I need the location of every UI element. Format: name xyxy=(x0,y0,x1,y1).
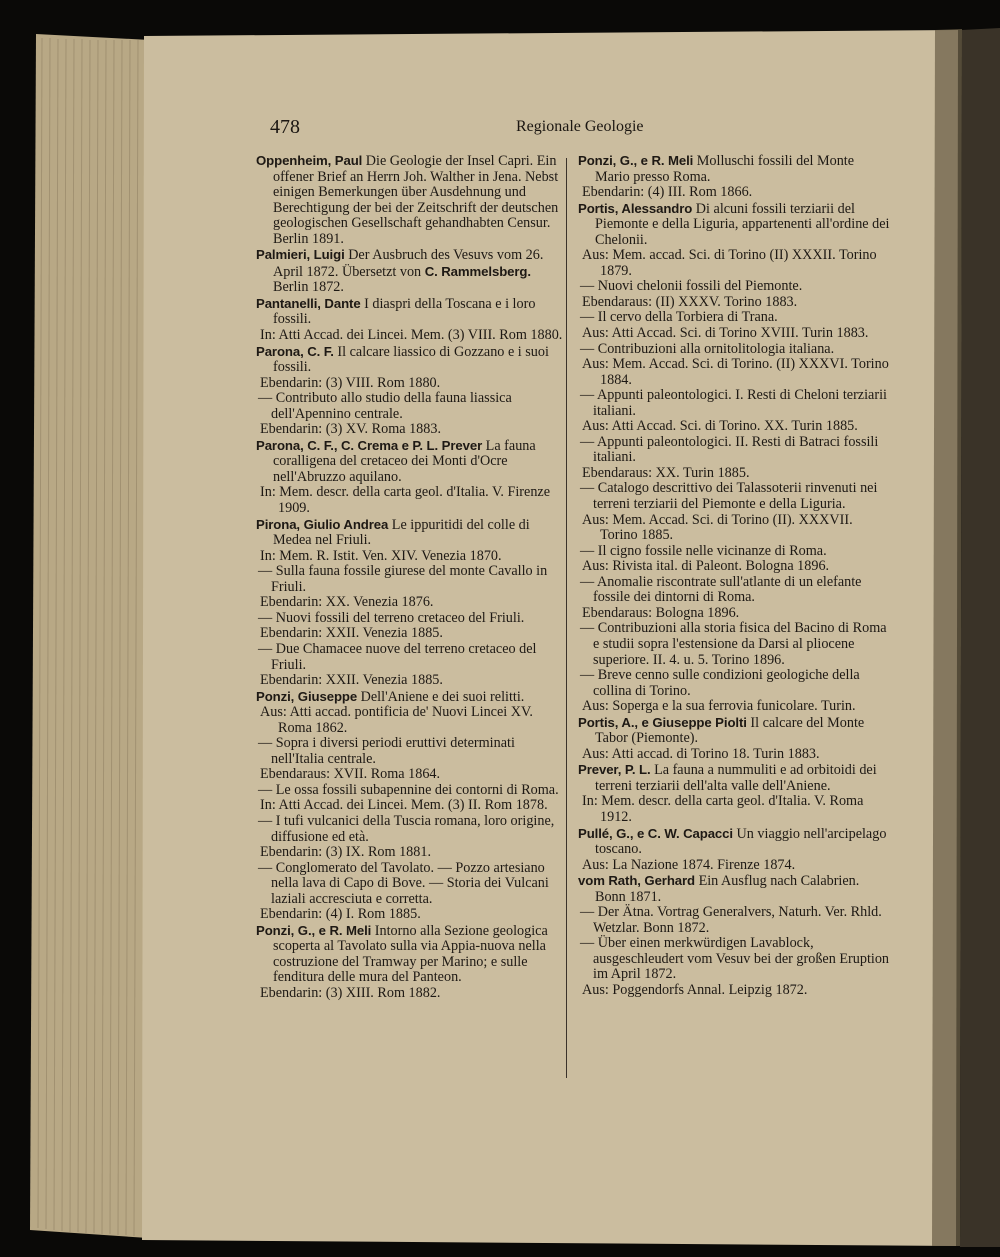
entry-author: Portis, Alessandro xyxy=(578,200,693,216)
left-column xyxy=(256,153,568,1002)
bibliography-entry xyxy=(256,549,568,565)
bibliography-entry xyxy=(578,621,890,668)
bibliography-entry xyxy=(256,642,568,673)
bibliography-entry xyxy=(578,936,890,983)
bibliography-entry xyxy=(256,845,568,861)
bibliography-entry xyxy=(578,326,890,342)
entry-text: Aus: Mem. accad. Sci. di Torino (II) XXXII. Torino 1879. xyxy=(582,247,877,279)
bibliography-entry xyxy=(578,419,890,435)
bibliography-entry xyxy=(256,422,568,438)
bibliography-entry xyxy=(256,485,568,516)
bibliography-entry xyxy=(578,388,890,419)
bibliography-entry xyxy=(256,376,568,392)
entry-text: — Nuovi fossili del terreno cretaceo del Friuli. xyxy=(258,609,525,626)
bibliography-entry xyxy=(578,248,890,279)
bibliography-entry xyxy=(256,247,568,296)
entry-text: — Sopra i diversi periodi eruttivi determinati nell'Italia centrale. xyxy=(258,735,515,767)
entry-text: Aus: Poggendorfs Annal. Leipzig 1872. xyxy=(582,981,808,998)
bibliography-entry xyxy=(256,391,568,422)
entry-author: Palmieri, Luigi xyxy=(256,247,345,263)
entry-text: — Der Ätna. Vortrag Generalvers, Naturh. Ver. Rhld. Wetzlar. Bonn 1872. xyxy=(580,904,882,936)
bibliography-entry xyxy=(578,279,890,295)
entry-text: — I tufi vulcanici della Tuscia romana, loro origine, diffusione ed età. xyxy=(258,812,555,845)
entry-text: — Conglomerato del Tavolato. — Pozzo artesiano nella lava di Capo di Bove. — Storia dei Vulcani laziali accresciuta e corretta. xyxy=(258,859,549,907)
entry-author: Pullé, G., e C. W. Capacci xyxy=(578,825,733,841)
bibliography-entry xyxy=(578,715,890,747)
entry-text: — Le ossa fossili subapennine dei contorni di Roma. xyxy=(258,781,559,798)
entry-text: — Appunti paleontologici. I. Resti di Cheloni terziarii italiani. xyxy=(580,387,887,419)
entry-text: La fauna a nummuliti e ad orbitoidi dei terreni terziarii dell'alta valle dell'Aniene. xyxy=(595,762,877,794)
entry-text: Aus: Mem. Accad. Sci. di Torino (II). XXXVII. Torino 1885. xyxy=(582,511,853,544)
entry-text: Di alcuni fossili terziarii del Piemonte e della Liguria, appartenenti all'ordine dei Chelonii. xyxy=(595,200,890,248)
bibliography-entry xyxy=(256,986,568,1002)
entry-text: Aus: Atti Accad. Sci. di Torino. XX. Turin 1885. xyxy=(582,418,858,435)
running-head: Regionale Geologie xyxy=(516,118,644,135)
entry-text: Ebendarin: XX. Venezia 1876. xyxy=(260,594,434,611)
entry-text: Ein Ausflug nach Calabrien. Bonn 1871. xyxy=(595,873,860,905)
entry-author: C. Rammelsberg. xyxy=(424,263,531,279)
bibliography-entry xyxy=(256,153,568,247)
entry-author: Prever, P. L. xyxy=(578,762,651,778)
bibliography-entry xyxy=(578,185,890,201)
entry-text: Berlin 1872. xyxy=(273,279,344,296)
entry-text: Ebendarin: (3) IX. Rom 1881. xyxy=(260,844,432,861)
entry-text: — Sulla fauna fossile giurese del monte Cavallo in Friuli. xyxy=(258,563,548,595)
entry-text: Aus: Mem. Accad. Sci. di Torino. (II) XXXVI. Torino 1884. xyxy=(582,356,889,388)
bibliography-entry xyxy=(578,357,890,388)
bibliography-entry xyxy=(256,798,568,814)
bibliography-entry xyxy=(256,517,568,549)
entry-author: Parona, C. F. xyxy=(256,343,334,359)
bibliography-entry xyxy=(256,673,568,689)
entry-text: La fauna coralligena del cretaceo dei Monti d'Ocre nell'Abruzzo aquilano. xyxy=(273,437,536,485)
entry-text: In: Mem. descr. della carta geol. d'Italia. V. Firenze 1909. xyxy=(260,484,551,517)
bibliography-entry xyxy=(578,513,890,544)
entry-text: Aus: Atti accad. di Torino 18. Turin 1883. xyxy=(582,745,820,762)
entry-text: Ebendarin: (3) XV. Roma 1883. xyxy=(260,421,441,438)
entry-text: — Nuovi chelonii fossili del Piemonte. xyxy=(580,278,803,295)
entry-author: Pantanelli, Dante xyxy=(256,295,361,311)
entry-text: Il calcare del Monte Tabor (Piemonte). xyxy=(595,714,865,747)
entry-text: I diaspri della Toscana e i loro fossili. xyxy=(273,295,536,328)
bibliography-entry xyxy=(578,544,890,560)
entry-text: Ebendaraus: XX. Turin 1885. xyxy=(582,464,750,481)
bibliography-entry xyxy=(578,466,890,482)
entry-text: Molluschi fossili del Monte Mario presso Roma. xyxy=(595,153,855,185)
bibliography-entry xyxy=(578,668,890,699)
bibliography-entry xyxy=(578,905,890,936)
entry-text: In: Mem. R. Istit. Ven. XIV. Venezia 1870. xyxy=(260,547,502,564)
entry-text: Ebendarin: XXII. Venezia 1885. xyxy=(260,672,443,689)
bibliography-entry xyxy=(578,762,890,794)
bibliography-entry xyxy=(256,705,568,736)
bibliography-entry xyxy=(578,873,890,905)
entry-author: Portis, A., e Giuseppe Piolti xyxy=(578,714,747,730)
entry-text: Ebendarin: (3) VIII. Rom 1880. xyxy=(260,374,441,391)
bibliography-entry xyxy=(256,438,568,486)
entry-text: — Contributo allo studio della fauna liassica dell'Apennino centrale. xyxy=(258,390,512,422)
entry-text: Aus: La Nazione 1874. Firenze 1874. xyxy=(582,856,796,873)
bibliography-entry xyxy=(256,689,568,706)
bibliography-entry xyxy=(256,767,568,783)
bibliography-entry xyxy=(578,983,890,999)
bibliography-entry xyxy=(578,747,890,763)
entry-text: Aus: Soperga e la sua ferrovia funicolare. Turin. xyxy=(582,698,856,715)
entry-text: — Contribuzioni alla ornitolitologia italiana. xyxy=(580,340,835,357)
entry-text: — Über einen merkwürdigen Lavablock, ausgeschleudert vom Vesuv bei der großen Eruption im April 1872. xyxy=(580,935,890,983)
bibliography-entry xyxy=(256,907,568,923)
bibliography-entry xyxy=(256,626,568,642)
entry-text: — Due Chamacee nuove del terreno cretaceo del Friuli. xyxy=(258,640,537,673)
bibliography-entry xyxy=(256,344,568,376)
entry-author: Oppenheim, Paul xyxy=(256,153,363,168)
bibliography-entry xyxy=(578,826,890,858)
bibliography-entry xyxy=(578,699,890,715)
bibliography-entry xyxy=(256,783,568,799)
entry-text: Ebendaraus: XVII. Roma 1864. xyxy=(260,766,441,783)
entry-author: Ponzi, G., e R. Meli xyxy=(256,922,372,938)
entry-author: Ponzi, G., e R. Meli xyxy=(578,153,694,168)
bibliography-entry xyxy=(578,342,890,358)
entry-text: Le ippuritidi del colle di Medea nel Friuli. xyxy=(273,516,530,549)
bibliography-entry xyxy=(256,328,568,344)
entry-text: Aus: Atti accad. pontificia de' Nuovi Lincei XV. Roma 1862. xyxy=(260,704,533,736)
bibliography-entry xyxy=(578,295,890,311)
entry-text: — Il cervo della Torbiera di Trana. xyxy=(580,309,778,326)
bibliography-entry xyxy=(578,606,890,622)
page-header xyxy=(270,114,890,142)
page-number: 478 xyxy=(270,116,300,138)
bibliography-entry xyxy=(256,564,568,595)
bibliography-entry xyxy=(256,923,568,986)
entry-author: Ponzi, Giuseppe xyxy=(256,688,358,704)
bibliography-entry xyxy=(256,595,568,611)
bibliography-entry xyxy=(578,310,890,326)
next-page-edge xyxy=(960,28,1000,1247)
bibliography-entry xyxy=(578,153,890,185)
entry-text: Dell'Aniene e dei suoi relitti. xyxy=(357,688,525,705)
entry-text: — Breve cenno sulle condizioni geologiche della collina di Torino. xyxy=(580,667,860,699)
entry-text: Aus: Atti Accad. Sci. di Torino XVIII. Turin 1883. xyxy=(582,325,869,342)
entry-text: Ebendarin: (4) III. Rom 1866. xyxy=(582,184,753,201)
entry-text: Ebendarin: (4) I. Rom 1885. xyxy=(260,906,421,923)
bibliography-entry xyxy=(578,575,890,606)
entry-text: Ebendarin: XXII. Venezia 1885. xyxy=(260,625,443,642)
entry-text: — Appunti paleontologici. II. Resti di Batraci fossili italiani. xyxy=(580,433,879,466)
bibliography-entry xyxy=(578,794,890,825)
bibliography-entry xyxy=(578,435,890,466)
entry-text: Der Ausbruch des Vesuvs vom 26. April 1872. Übersetzt von xyxy=(273,247,544,280)
entry-text: — Anomalie riscontrate sull'atlante di un elefante fossile dei dintorni di Roma. xyxy=(580,573,862,606)
entry-text: In: Atti Accad. dei Lincei. Mem. (3) II. Rom 1878. xyxy=(260,797,548,814)
entry-text: In: Atti Accad. dei Lincei. Mem. (3) VIII. Rom 1880. xyxy=(260,327,563,344)
entry-text: Die Geologie der Insel Capri. Ein offener Brief an Herrn Joh. Walther in Jena. Nebst einigen Bemerkungen über Ausdehnung und Berechtigung der bei der Zeitschrift der deutschen geologischen Gesellschaft gehandhabten Censur. Berlin 1891. xyxy=(273,153,559,247)
entry-text: Ebendaraus: Bologna 1896. xyxy=(582,604,740,621)
entry-text: — Catalogo descrittivo dei Talassoterii rinvenuti nei terreni terziarii del Piemonte e della Liguria. xyxy=(580,480,878,513)
entry-author: Pirona, Giulio Andrea xyxy=(256,516,389,532)
entry-text: Un viaggio nell'arcipelago toscano. xyxy=(595,825,887,858)
entry-text: Intorno alla Sezione geologica scoperta al Tavolato sulla via Appia-nuova nella costruzione del Tramway per Marino; e sulle fenditura delle mura del Panteon. xyxy=(273,922,548,986)
bibliography-entry xyxy=(578,481,890,512)
entry-text: In: Mem. descr. della carta geol. d'Italia. V. Roma 1912. xyxy=(582,793,864,825)
entry-text: Il calcare liassico di Gozzano e i suoi fossili. xyxy=(273,343,549,376)
bibliography-entry xyxy=(256,611,568,627)
entry-author: vom Rath, Gerhard xyxy=(578,873,696,889)
bibliography-entry xyxy=(256,296,568,328)
entry-text: Aus: Rivista ital. di Paleont. Bologna 1896. xyxy=(582,558,830,575)
bibliography-entry xyxy=(578,858,890,874)
entry-text: Ebendaraus: (II) XXXV. Torino 1883. xyxy=(582,293,798,310)
entry-text: Ebendarin: (3) XIII. Rom 1882. xyxy=(260,984,441,1001)
bibliography-entry xyxy=(256,814,568,845)
bibliography-entry xyxy=(256,736,568,767)
right-column xyxy=(578,153,890,999)
bibliography-entry xyxy=(256,861,568,908)
entry-text: — Il cigno fossile nelle vicinanze di Roma. xyxy=(580,542,827,559)
entry-text: — Contribuzioni alla storia fisica del Bacino di Roma e studii sopra l'estensione da Darsi al pliocene superiore. II. 4. u. 5. Torino 1896. xyxy=(580,620,887,668)
gutter-shadow xyxy=(932,29,962,1246)
bibliography-entry xyxy=(578,559,890,575)
bibliography-entry xyxy=(578,201,890,249)
entry-author: Parona, C. F., C. Crema e P. L. Prever xyxy=(256,437,483,453)
